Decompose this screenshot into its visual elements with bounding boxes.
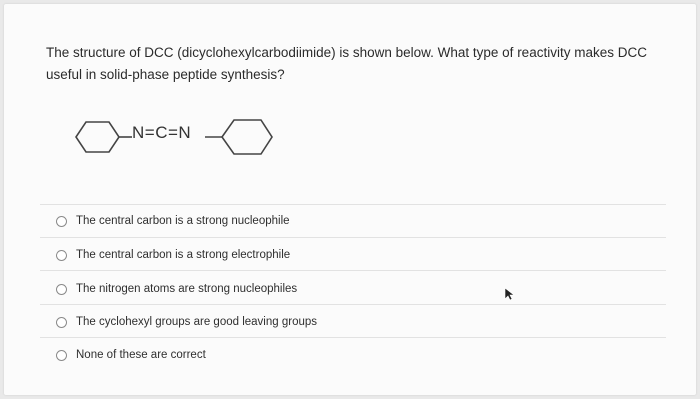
radio-button[interactable] (56, 317, 67, 328)
option-label: The central carbon is a strong electrophile (76, 249, 291, 261)
option-4[interactable] (56, 313, 317, 331)
option-1[interactable] (56, 212, 290, 230)
option-label: The cyclohexyl groups are good leaving groups (76, 316, 318, 328)
radio-button[interactable] (56, 350, 67, 361)
divider (40, 337, 666, 338)
left-cyclohexyl-ring (76, 122, 119, 152)
radio-button[interactable] (56, 216, 67, 227)
divider (40, 204, 666, 205)
mouse-pointer-icon (504, 287, 518, 301)
question-text: The structure of DCC (dicyclohexylcarbodiimide) is shown below. What type of reactivity makes DCC useful in solid-phase peptide synthesis? (46, 45, 647, 82)
divider (40, 270, 666, 271)
option-2[interactable] (56, 246, 290, 264)
divider (40, 304, 666, 305)
option-label: None of these are correct (76, 349, 206, 361)
option-3[interactable] (56, 280, 297, 298)
radio-button[interactable] (56, 284, 67, 295)
option-label: The central carbon is a strong nucleophile (76, 215, 290, 227)
option-label: The nitrogen atoms are strong nucleophiles (76, 283, 298, 295)
radio-button[interactable] (56, 250, 67, 261)
question-panel (4, 4, 696, 395)
option-5[interactable] (56, 346, 206, 364)
right-cyclohexyl-ring (222, 120, 272, 154)
carbodiimide-formula: N=C=N (132, 123, 192, 142)
divider (40, 237, 666, 238)
